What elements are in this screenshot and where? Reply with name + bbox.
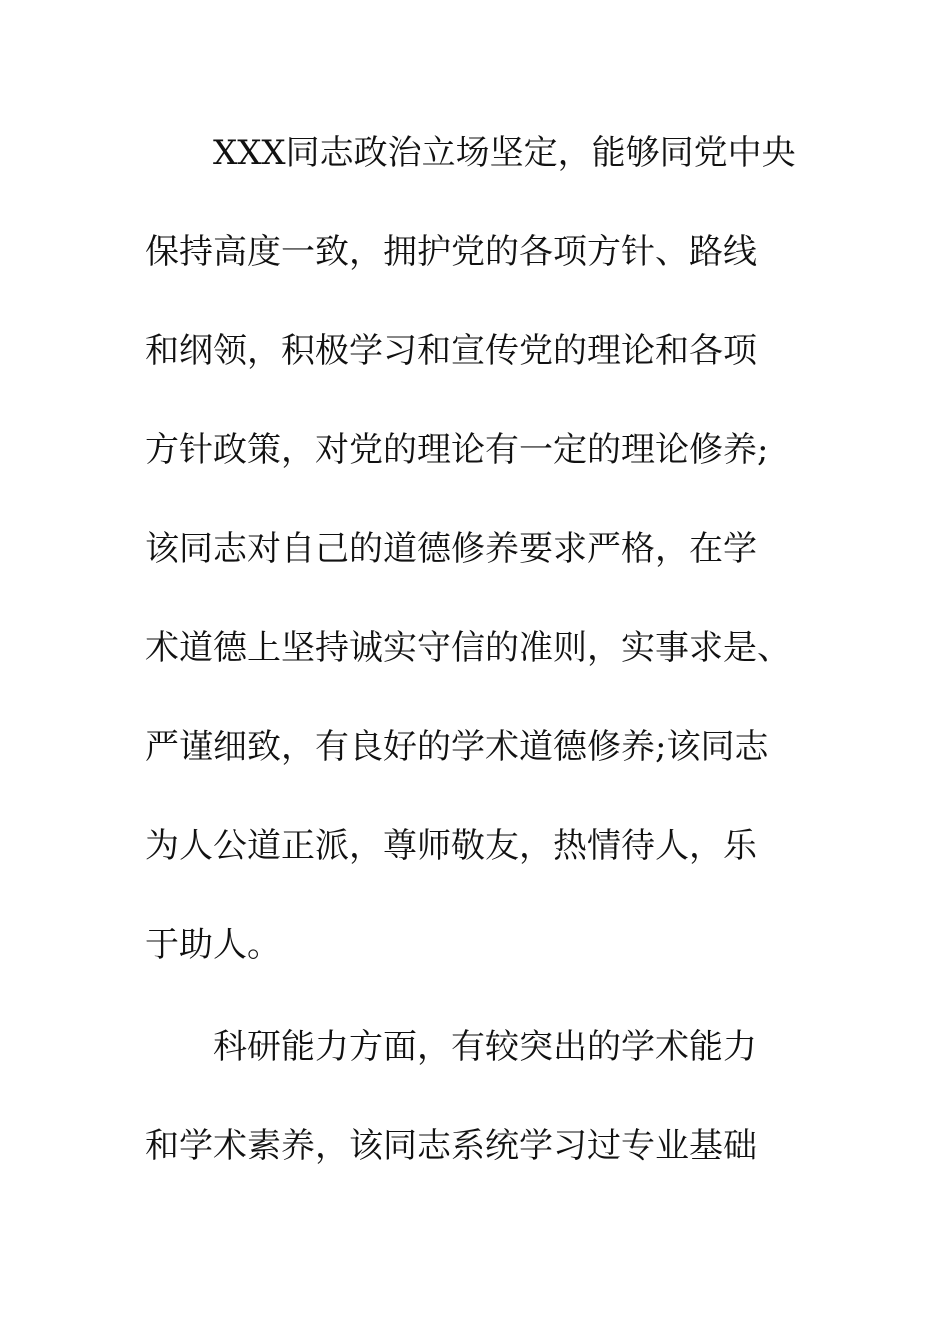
text-line: 严谨细致，有良好的学术道德修养;该同志	[145, 727, 769, 767]
text-line: 科研能力方面，有较突出的学术能力	[213, 1027, 757, 1067]
text-line: 方针政策，对党的理论有一定的理论修养;	[145, 430, 769, 470]
text-line: 术道德上坚持诚实守信的准则，实事求是、	[145, 628, 791, 668]
text-line: XXX同志政治立场坚定，能够同党中央	[213, 133, 796, 173]
text-line: 于助人。	[145, 925, 281, 965]
text-line: 该同志对自己的道德修养要求严格，在学	[145, 529, 757, 569]
text-line: 保持高度一致，拥护党的各项方针、路线	[145, 232, 757, 272]
text-line: 和纲领，积极学习和宣传党的理论和各项	[145, 331, 757, 371]
text-line: 和学术素养，该同志系统学习过专业基础	[145, 1126, 757, 1166]
text-line: 为人公道正派，尊师敬友，热情待人，乐	[145, 826, 757, 866]
